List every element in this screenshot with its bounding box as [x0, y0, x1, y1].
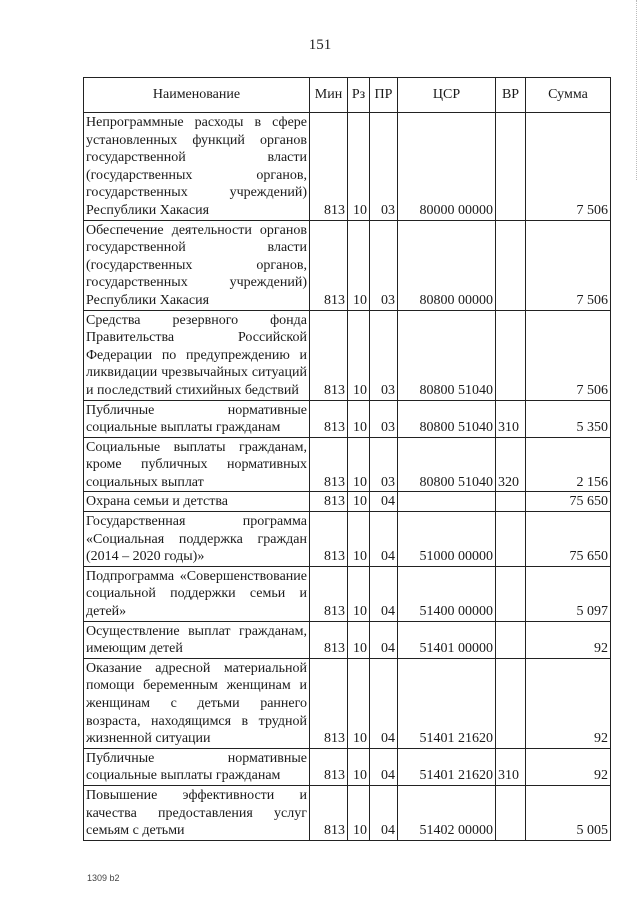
cell-sum: 75 650: [526, 512, 611, 567]
cell-sum: 5 097: [526, 566, 611, 621]
cell-name: Публичные нормативные социальные выплаты гражданам: [84, 400, 310, 437]
table-row: [84, 113, 611, 221]
cell-csr: 51401 21620: [398, 748, 496, 785]
table-row: [84, 658, 611, 748]
cell-csr: 80800 51040: [398, 400, 496, 437]
cell-csr: 80800 51040: [398, 310, 496, 400]
table-row: [84, 400, 611, 437]
cell-pr: 03: [370, 220, 398, 310]
cell-min: 813: [310, 785, 348, 840]
header-min: Мин: [310, 78, 348, 113]
cell-pr: 03: [370, 400, 398, 437]
table-row: [84, 785, 611, 840]
cell-min: 813: [310, 658, 348, 748]
cell-vr: [496, 658, 526, 748]
cell-csr: 51402 00000: [398, 785, 496, 840]
cell-rz: 10: [348, 492, 370, 512]
cell-sum: 7 506: [526, 220, 611, 310]
cell-vr: [496, 621, 526, 658]
cell-pr: 03: [370, 310, 398, 400]
cell-pr: 04: [370, 785, 398, 840]
cell-rz: 10: [348, 512, 370, 567]
header-sum: Сумма: [526, 78, 611, 113]
cell-name: Публичные нормативные социальные выплаты гражданам: [84, 748, 310, 785]
table-header-row: [84, 78, 611, 113]
cell-rz: 10: [348, 621, 370, 658]
cell-name: Обеспечение деятельности органов государственной власти (государственных органов, государственных учреждений) Республики Хакасия: [84, 220, 310, 310]
header-vr: ВР: [496, 78, 526, 113]
table-row: [84, 566, 611, 621]
cell-min: 813: [310, 748, 348, 785]
table-row: [84, 310, 611, 400]
cell-vr: 310: [496, 748, 526, 785]
cell-name: Оказание адресной материальной помощи беременным женщинам и женщинам с детьми раннего возраста, находящимся в трудной жизненной ситуации: [84, 658, 310, 748]
cell-csr: 80800 00000: [398, 220, 496, 310]
cell-sum: 2 156: [526, 437, 611, 492]
cell-name: Подпрограмма «Совершенствование социальной поддержки семьи и детей»: [84, 566, 310, 621]
table-row: [84, 437, 611, 492]
cell-name: Государственная программа «Социальная поддержка граждан (2014 – 2020 годы)»: [84, 512, 310, 567]
cell-name: Социальные выплаты гражданам, кроме публичных нормативных социальных выплат: [84, 437, 310, 492]
cell-sum: 92: [526, 748, 611, 785]
cell-csr: 51400 00000: [398, 566, 496, 621]
cell-sum: 7 506: [526, 310, 611, 400]
footer-code: 1309 b2: [87, 873, 120, 883]
cell-min: 813: [310, 512, 348, 567]
cell-pr: 04: [370, 621, 398, 658]
header-pr: ПР: [370, 78, 398, 113]
cell-pr: 04: [370, 748, 398, 785]
table-row: [84, 748, 611, 785]
cell-csr: [398, 492, 496, 512]
cell-rz: 10: [348, 658, 370, 748]
cell-rz: 10: [348, 400, 370, 437]
cell-pr: 04: [370, 566, 398, 621]
cell-rz: 10: [348, 113, 370, 221]
page-number: 151: [308, 37, 332, 53]
cell-name: Средства резервного фонда Правительства Российской Федерации по предупреждению и ликвидации чрезвычайных ситуаций и последствий стихийных бедствий: [84, 310, 310, 400]
cell-rz: 10: [348, 310, 370, 400]
header-rz: Рз: [348, 78, 370, 113]
cell-vr: [496, 785, 526, 840]
table-row: [84, 621, 611, 658]
cell-rz: 10: [348, 785, 370, 840]
cell-vr: [496, 113, 526, 221]
cell-pr: 04: [370, 658, 398, 748]
cell-csr: 51401 21620: [398, 658, 496, 748]
cell-min: 813: [310, 621, 348, 658]
cell-min: 813: [310, 437, 348, 492]
cell-vr: [496, 220, 526, 310]
cell-vr: 320: [496, 437, 526, 492]
cell-min: 813: [310, 400, 348, 437]
budget-table: [83, 77, 611, 841]
cell-csr: 51401 00000: [398, 621, 496, 658]
cell-rz: 10: [348, 748, 370, 785]
cell-pr: 04: [370, 492, 398, 512]
header-csr: ЦСР: [398, 78, 496, 113]
cell-pr: 04: [370, 512, 398, 567]
cell-sum: 92: [526, 658, 611, 748]
cell-csr: 80000 00000: [398, 113, 496, 221]
cell-vr: [496, 566, 526, 621]
cell-pr: 03: [370, 113, 398, 221]
scan-edge-mark: [635, 0, 637, 180]
cell-min: 813: [310, 310, 348, 400]
cell-rz: 10: [348, 437, 370, 492]
cell-vr: [496, 492, 526, 512]
cell-vr: 310: [496, 400, 526, 437]
cell-rz: 10: [348, 220, 370, 310]
cell-min: 813: [310, 492, 348, 512]
table-row: [84, 492, 611, 512]
cell-min: 813: [310, 220, 348, 310]
cell-min: 813: [310, 113, 348, 221]
cell-sum: 5 005: [526, 785, 611, 840]
cell-sum: 5 350: [526, 400, 611, 437]
table-row: [84, 512, 611, 567]
cell-name: Осуществление выплат гражданам, имеющим детей: [84, 621, 310, 658]
cell-vr: [496, 310, 526, 400]
cell-sum: 92: [526, 621, 611, 658]
table-row: [84, 220, 611, 310]
cell-name: Повышение эффективности и качества предоставления услуг семьям с детьми: [84, 785, 310, 840]
cell-sum: 7 506: [526, 113, 611, 221]
cell-vr: [496, 512, 526, 567]
cell-min: 813: [310, 566, 348, 621]
cell-name: Охрана семьи и детства: [84, 492, 310, 512]
cell-sum: 75 650: [526, 492, 611, 512]
cell-rz: 10: [348, 566, 370, 621]
cell-csr: 51000 00000: [398, 512, 496, 567]
cell-pr: 03: [370, 437, 398, 492]
header-name: Наименование: [84, 78, 310, 113]
cell-csr: 80800 51040: [398, 437, 496, 492]
cell-name: Непрограммные расходы в сфере установленных функций органов государственной власти (государственных органов, государственных учреждений) Республики Хакасия: [84, 113, 310, 221]
table-body: [84, 113, 611, 841]
